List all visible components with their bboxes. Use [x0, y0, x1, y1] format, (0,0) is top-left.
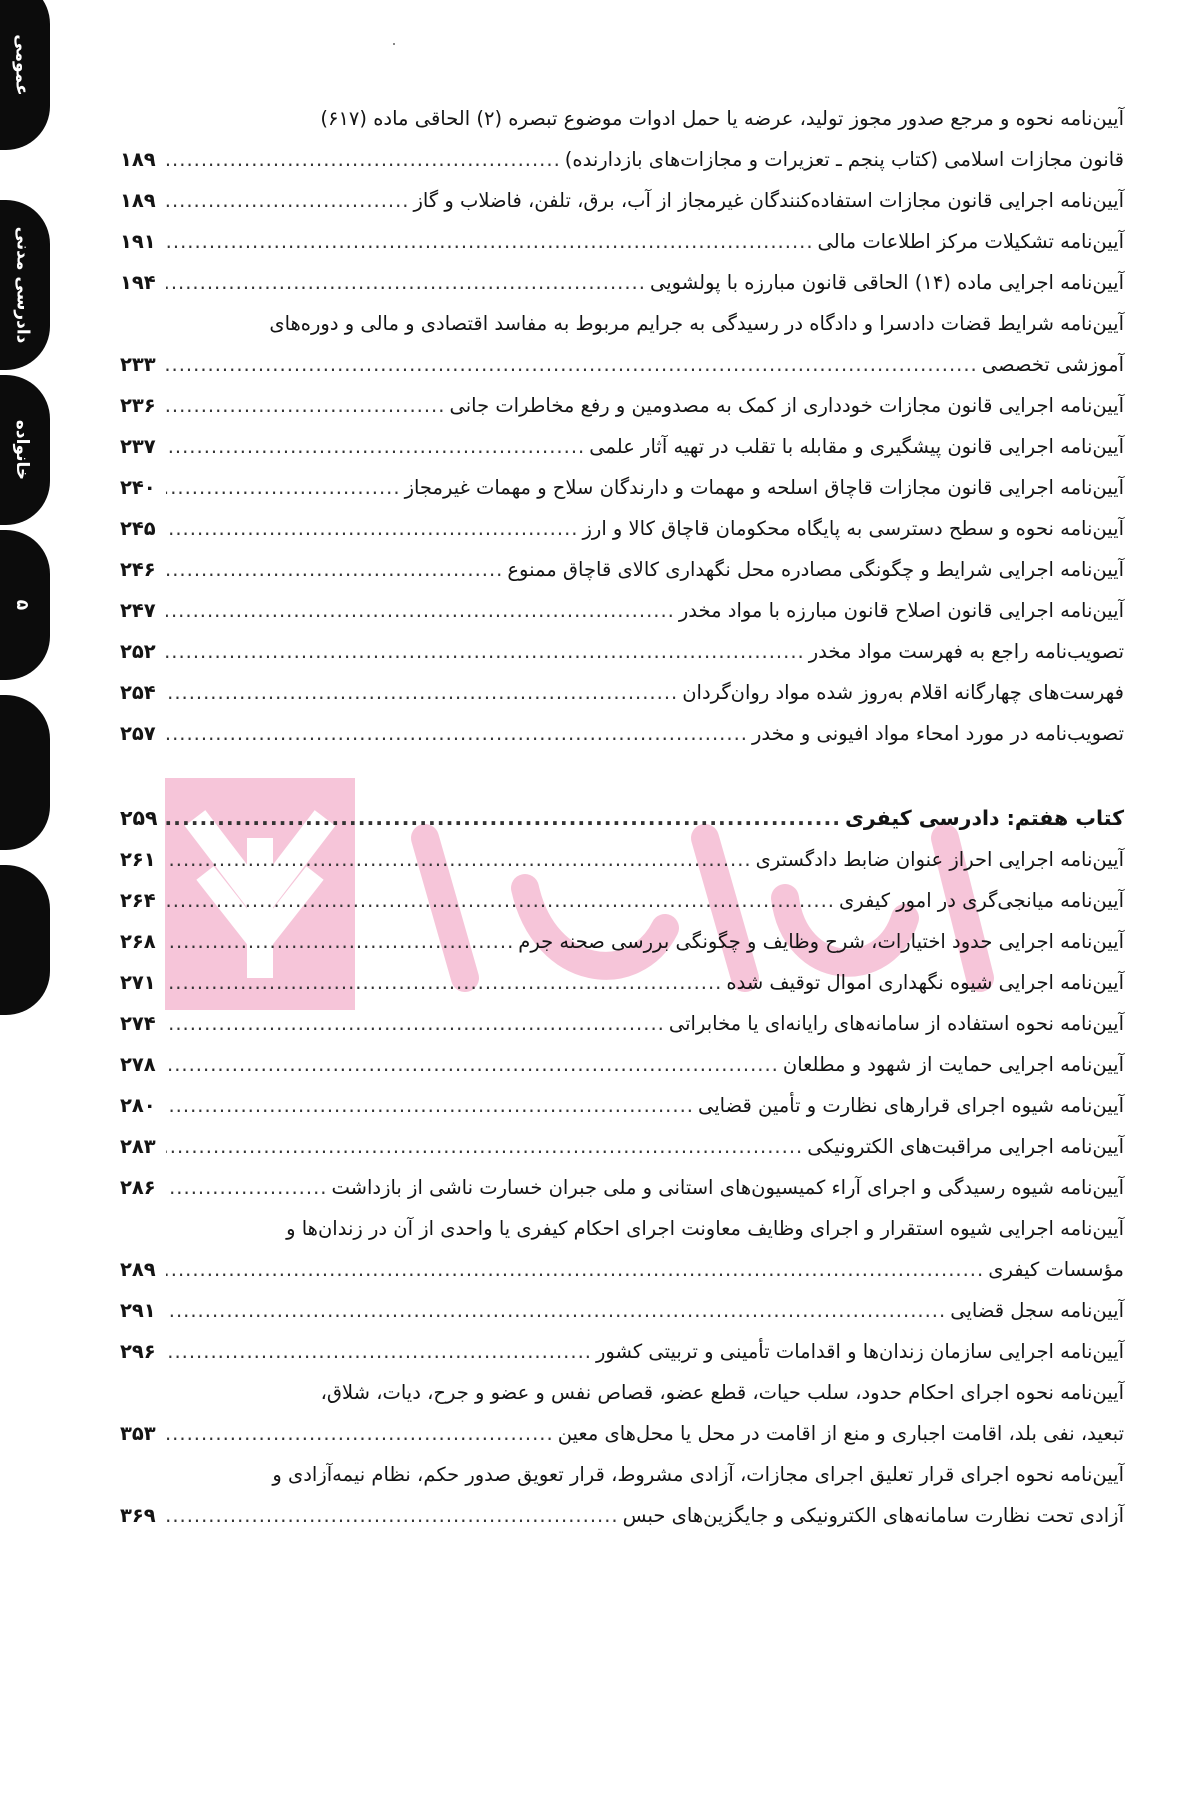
leader-dots: [166, 962, 722, 1003]
toc-page-number: ۲۴۰: [120, 476, 156, 499]
toc-entry-text: آیین‌نامه نحوه و مرجع صدور مجوز تولید، عرضه یا حمل ادوات موضوع تبصره (۲) الحاقی ماده (۶۱۷): [320, 107, 1124, 130]
toc-entry[interactable]: [120, 508, 1124, 549]
toc-section-heading[interactable]: [120, 798, 1124, 839]
toc-entry-text: آیین‌نامه نحوه استفاده از سامانه‌های رایانه‌ای یا مخابراتی: [668, 1012, 1124, 1035]
toc-entry[interactable]: [120, 1085, 1124, 1126]
toc-entry-text: آیین‌نامه میانجی‌گری در امور کیفری: [839, 889, 1124, 912]
side-tab-civil-procedure[interactable]: [0, 200, 50, 370]
toc-entry[interactable]: [120, 385, 1124, 426]
toc-entry[interactable]: [120, 839, 1124, 880]
side-tab-5[interactable]: [0, 530, 50, 680]
toc-page-number: ۲۴۶: [120, 558, 156, 581]
toc-entry-text: آیین‌نامه نحوه و سطح دسترسی به پایگاه محکومان قاچاق کالا و ارز: [582, 517, 1124, 540]
leader-dots: [166, 467, 401, 508]
side-tab-general[interactable]: [0, 0, 50, 150]
toc-entry[interactable]: [120, 1495, 1124, 1536]
side-tab-label: عمومی: [12, 34, 32, 96]
toc-entry-text: آیین‌نامه اجرایی حدود اختیارات، شرح وظایف و چگونگی بررسی صحنه جرم: [518, 930, 1124, 953]
toc-entry-text: آیین‌نامه اجرایی شیوه نگهداری اموال توقیف شده: [726, 971, 1124, 994]
section-title: کتاب هفتم: دادرسی کیفری: [845, 806, 1124, 830]
toc-entry-text: مؤسسات کیفری: [988, 1258, 1124, 1281]
toc-entry[interactable]: [120, 962, 1124, 1003]
leader-dots: [166, 1495, 619, 1536]
toc-entry[interactable]: [120, 672, 1124, 713]
leader-dots: [166, 1085, 694, 1126]
toc-entry-text: تصویب‌نامه راجع به فهرست مواد مخدر: [808, 640, 1124, 663]
toc-page-number: ۲۷۸: [120, 1053, 156, 1076]
toc-page-number: ۲۳۷: [120, 435, 156, 458]
toc-entry-line[interactable]: [120, 1208, 1124, 1249]
leader-dots: [166, 221, 814, 262]
toc-page-number: ۳۵۳: [120, 1422, 156, 1445]
leader-dots: [166, 1331, 592, 1372]
toc-entry[interactable]: [120, 1290, 1124, 1331]
toc-page-number: ۲۴۷: [120, 599, 156, 622]
toc-entry-text: آیین‌نامه سجل قضایی: [950, 1299, 1124, 1322]
leader-dots: [166, 426, 585, 467]
toc-entry-line[interactable]: [120, 303, 1124, 344]
toc-entry-text: آیین‌نامه اجرایی مراقبت‌های الکترونیکی: [807, 1135, 1124, 1158]
toc-page-number: ۲۶۴: [120, 889, 156, 912]
toc-entry[interactable]: [120, 880, 1124, 921]
toc-entry-text: آیین‌نامه اجرایی شرایط و چگونگی مصادره محل نگهداری کالای قاچاق ممنوع: [507, 558, 1124, 581]
toc-entry-text: آیین‌نامه اجرایی حمایت از شهود و مطلعان: [782, 1053, 1124, 1076]
toc-page-number: ۲۹۶: [120, 1340, 156, 1363]
toc-entry-text: آیین‌نامه تشکیلات مرکز اطلاعات مالی: [817, 230, 1124, 253]
toc-page-number: ۲۳۳: [120, 353, 156, 376]
leader-dots: [166, 631, 805, 672]
toc-page-number: ۱۹۱: [120, 230, 156, 253]
toc-entry-line[interactable]: [120, 98, 1124, 139]
leader-dots: [166, 508, 578, 549]
toc-entry-text: آیین‌نامه شیوه رسیدگی و اجرای آراء کمیسیون‌های استانی و ملی جبران خسارت ناشی از بازداشت: [331, 1176, 1124, 1199]
leader-dots: [166, 385, 445, 426]
toc-entry-text: آیین‌نامه اجرایی شیوه استقرار و اجرای وظایف معاونت اجرای احکام کیفری یا واحدی از آن در زندان‌ها و: [286, 1217, 1124, 1240]
toc-entry-text: آیین‌نامه نحوه اجرای احکام حدود، سلب حیات، قطع عضو، قصاص نفس و عضو و جرح، دیات، شلاق،: [320, 1381, 1124, 1404]
leader-dots: [166, 344, 978, 385]
toc-entry[interactable]: [120, 1044, 1124, 1085]
toc-entry-text: آیین‌نامه شیوه اجرای قرارهای نظارت و تأمین قضایی: [697, 1094, 1124, 1117]
toc-entry[interactable]: [120, 921, 1124, 962]
leader-dots: [166, 880, 835, 921]
leader-dots: [166, 180, 410, 221]
toc-page-number: ۲۶۱: [120, 848, 156, 871]
table-of-contents: [120, 98, 1124, 1536]
side-tab-label: ۵: [11, 599, 32, 611]
toc-entry[interactable]: [120, 590, 1124, 631]
toc-page-number: ۲۷۱: [120, 971, 156, 994]
toc-entry-text: آیین‌نامه اجرایی قانون مجازات استفاده‌کنندگان غیرمجاز از آب، برق، تلفن، فاضلاب و گاز: [413, 189, 1124, 212]
toc-page-number: ۲۹۱: [120, 1299, 156, 1322]
leader-dots: [166, 921, 514, 962]
toc-entry-text: آیین‌نامه اجرایی قانون پیشگیری و مقابله با تقلب در تهیه آثار علمی: [589, 435, 1124, 458]
toc-entry[interactable]: [120, 262, 1124, 303]
leader-dots: [166, 672, 678, 713]
side-tab-6[interactable]: [0, 695, 50, 850]
leader-dots: [166, 713, 748, 754]
toc-entry[interactable]: [120, 1249, 1124, 1290]
toc-entry[interactable]: [120, 549, 1124, 590]
leader-dots: [166, 139, 561, 180]
toc-page-number: ۲۵۴: [120, 681, 156, 704]
toc-page-number: ۲۴۵: [120, 517, 156, 540]
leader-dots: [166, 1003, 665, 1044]
toc-page-number: ۳۶۹: [120, 1504, 156, 1527]
toc-entry-text: آیین‌نامه اجرایی قانون مجازات خودداری از کمک به مصدومین و رفع مخاطرات جانی: [449, 394, 1124, 417]
leader-dots: [166, 1249, 984, 1290]
toc-page-number: ۲۸۳: [120, 1135, 156, 1158]
leader-dots: [166, 1167, 327, 1208]
toc-entry[interactable]: [120, 1413, 1124, 1454]
toc-entry[interactable]: [120, 631, 1124, 672]
toc-entry-text: آیین‌نامه اجرایی قانون مجازات قاچاق اسلحه و مهمات و دارندگان سلاح و مهمات غیرمجاز: [404, 476, 1124, 499]
toc-entry-text: آیین‌نامه نحوه اجرای قرار تعلیق اجرای مجازات، آزادی مشروط، قرار تعویق صدور حکم، نظام نیمه‌آزادی و: [272, 1463, 1124, 1486]
toc-page-number: ۲۷۴: [120, 1012, 156, 1035]
leader-dots: [166, 549, 503, 590]
toc-page-number: ۲۶۸: [120, 930, 156, 953]
side-tab-label: دادرسی مدنی: [12, 226, 33, 344]
toc-page-number: ۱۸۹: [120, 148, 156, 171]
toc-entry-text: آیین‌نامه اجرایی ماده (۱۴) الحاقی قانون مبارزه با پولشویی: [649, 271, 1124, 294]
leader-dots: [166, 1044, 779, 1085]
toc-entry[interactable]: [120, 139, 1124, 180]
toc-entry[interactable]: [120, 1331, 1124, 1372]
leader-dots: [166, 1413, 554, 1454]
toc-entry-text: تصویب‌نامه در مورد امحاء مواد افیونی و مخدر: [751, 722, 1124, 745]
toc-entry[interactable]: [120, 221, 1124, 262]
leader-dots: [166, 1290, 946, 1331]
leader-dots: [166, 839, 752, 880]
leader-dots: [166, 590, 675, 631]
toc-page-number: ۲۳۶: [120, 394, 156, 417]
toc-entry[interactable]: [120, 1126, 1124, 1167]
toc-entry-text: تبعید، نفی بلد، اقامت اجباری و منع از اقامت در محل یا محل‌های معین: [557, 1422, 1124, 1445]
side-tab-7[interactable]: [0, 865, 50, 1015]
toc-entry-text: آیین‌نامه اجرایی احراز عنوان ضابط دادگستری: [755, 848, 1124, 871]
toc-page-number: ۱۸۹: [120, 189, 156, 212]
side-thumb-tabs: [0, 0, 60, 1795]
leader-dots: [166, 1126, 803, 1167]
toc-entry-line[interactable]: [120, 1454, 1124, 1495]
toc-entry-text: آیین‌نامه اجرایی سازمان زندان‌ها و اقدامات تأمینی و تربیتی کشور: [595, 1340, 1124, 1363]
page-speck: [393, 43, 395, 45]
side-tab-label: خانواده: [12, 419, 33, 481]
toc-entry[interactable]: [120, 344, 1124, 385]
toc-entry-text: آموزشی تخصصی: [981, 353, 1124, 376]
leader-dots: [166, 798, 841, 839]
side-tab-family[interactable]: [0, 375, 50, 525]
toc-entry[interactable]: [120, 1167, 1124, 1208]
toc-entry-text: آیین‌نامه اجرایی قانون اصلاح قانون مبارزه با مواد مخدر: [678, 599, 1124, 622]
leader-dots: [166, 262, 646, 303]
toc-entry-text: آزادی تحت نظارت سامانه‌های الکترونیکی و جایگزین‌های حبس: [622, 1504, 1124, 1527]
toc-entry-text: قانون مجازات اسلامی (کتاب پنجم ـ تعزیرات و مجازات‌های بازدارنده): [564, 148, 1124, 171]
toc-entry[interactable]: [120, 713, 1124, 754]
toc-page-number: ۲۸۶: [120, 1176, 156, 1199]
toc-entry[interactable]: [120, 1003, 1124, 1044]
toc-entry-line[interactable]: [120, 1372, 1124, 1413]
toc-page-number: ۲۵۷: [120, 722, 156, 745]
toc-entry[interactable]: [120, 180, 1124, 221]
toc-page-number: ۱۹۴: [120, 271, 156, 294]
toc-entry[interactable]: [120, 426, 1124, 467]
toc-page-number: ۲۸۹: [120, 1258, 156, 1281]
toc-page-number: ۲۵۲: [120, 640, 156, 663]
toc-entry[interactable]: [120, 467, 1124, 508]
section-gap: [120, 754, 1124, 798]
toc-entry-text: فهرست‌های چهارگانه اقلام به‌روز شده مواد روان‌گردان: [682, 681, 1124, 704]
toc-page-number: ۲۵۹: [120, 806, 158, 830]
toc-page-number: ۲۸۰: [120, 1094, 156, 1117]
toc-entry-text: آیین‌نامه شرایط قضات دادسرا و دادگاه در رسیدگی به جرایم مربوط به مفاسد اقتصادی و مالی و دوره‌های: [269, 312, 1124, 335]
